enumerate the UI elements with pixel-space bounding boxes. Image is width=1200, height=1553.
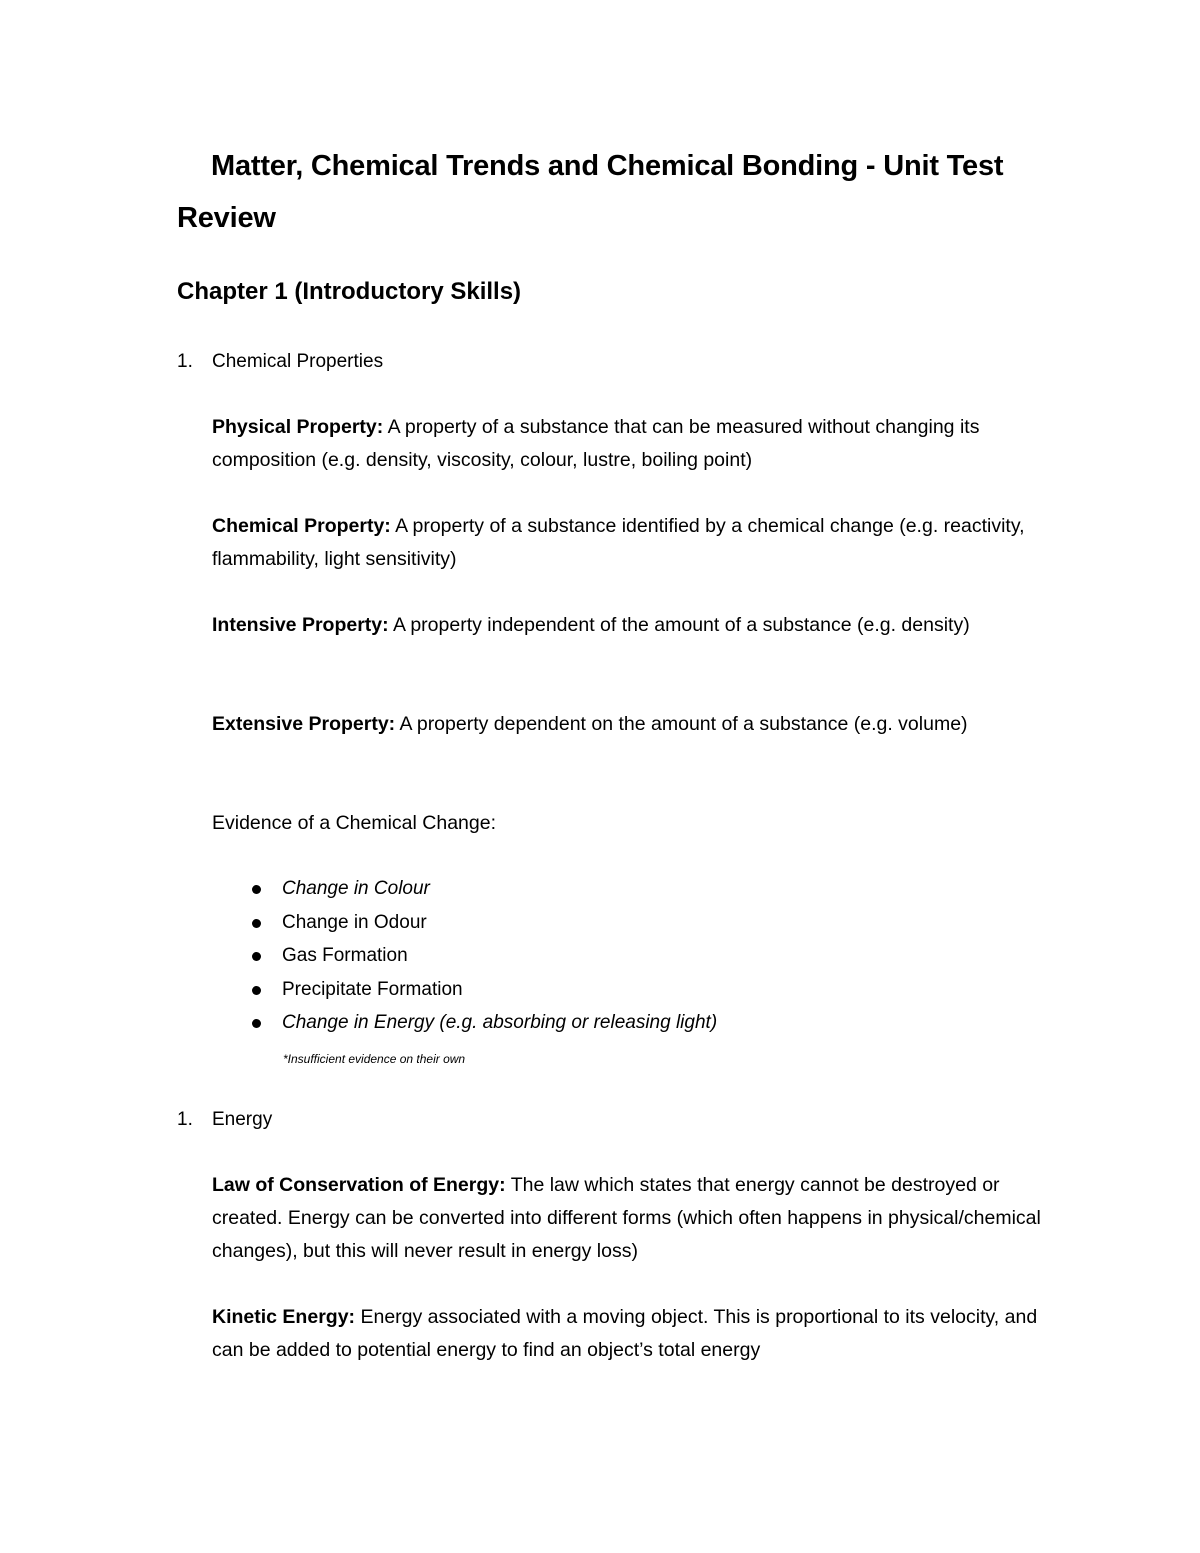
definition-term: Chemical Property: xyxy=(212,515,391,537)
list-item: Precipitate Formation xyxy=(250,973,717,1007)
section-label-chemical-properties: Chemical Properties xyxy=(212,351,384,372)
definition-term: Intensive Property: xyxy=(212,614,389,636)
list-item: Change in Odour xyxy=(250,906,717,940)
definition-term: Law of Conservation of Energy: xyxy=(212,1174,506,1196)
definition-text: Energy associated with a moving object. This is proportional to its velocity, and can be added to potential energy to find an object’s total energy xyxy=(212,1306,1038,1361)
evidence-heading: Evidence of a Chemical Change: xyxy=(212,812,496,834)
footnote: *Insufficient evidence on their own xyxy=(283,1052,466,1066)
section-number: 1. xyxy=(177,1109,193,1130)
definition-text: A property independent of the amount of a substance (e.g. density) xyxy=(388,614,970,636)
bullet-icon xyxy=(252,952,261,961)
list-item: Gas Formation xyxy=(250,939,717,973)
definition-term: Extensive Property: xyxy=(212,713,396,735)
bullet-icon xyxy=(252,885,261,894)
definition-term: Physical Property: xyxy=(212,416,384,438)
definition-kinetic-energy xyxy=(212,1301,1062,1367)
definition-term: Kinetic Energy: xyxy=(212,1306,356,1328)
definition-text: A property dependent on the amount of a substance (e.g. volume) xyxy=(395,713,968,735)
definition-intensive-property xyxy=(212,609,1062,642)
definition-chemical-property xyxy=(212,510,1062,576)
chapter-heading: Chapter 1 (Introductory Skills) xyxy=(177,278,522,305)
definition-physical-property xyxy=(212,411,1062,477)
definition-text: The law which states that energy cannot be destroyed or created. Energy can be converted into different forms (which often happens in physical/chemical changes), but this will never result in energy loss) xyxy=(212,1174,1041,1262)
bullet-icon xyxy=(252,986,261,995)
document-title: Matter, Chemical Trends and Chemical Bonding - Unit Test Review xyxy=(177,150,1004,234)
definition-text: A property of a substance identified by a chemical change (e.g. reactivity, flammability, light sensitivity) xyxy=(212,515,1025,570)
list-item: Change in Energy (e.g. absorbing or releasing light) xyxy=(250,1006,717,1040)
definition-conservation-of-energy xyxy=(212,1169,1062,1268)
definition-extensive-property xyxy=(212,708,1062,741)
bullet-icon xyxy=(252,919,261,928)
section-label-energy: Energy xyxy=(212,1109,273,1130)
list-item: Change in Colour xyxy=(250,872,717,906)
evidence-list xyxy=(250,872,717,1040)
definition-text: A property of a substance that can be measured without changing its composition (e.g. density, viscosity, colour, lustre, boiling point) xyxy=(212,416,980,471)
bullet-icon xyxy=(252,1019,261,1028)
section-number: 1. xyxy=(177,351,193,372)
